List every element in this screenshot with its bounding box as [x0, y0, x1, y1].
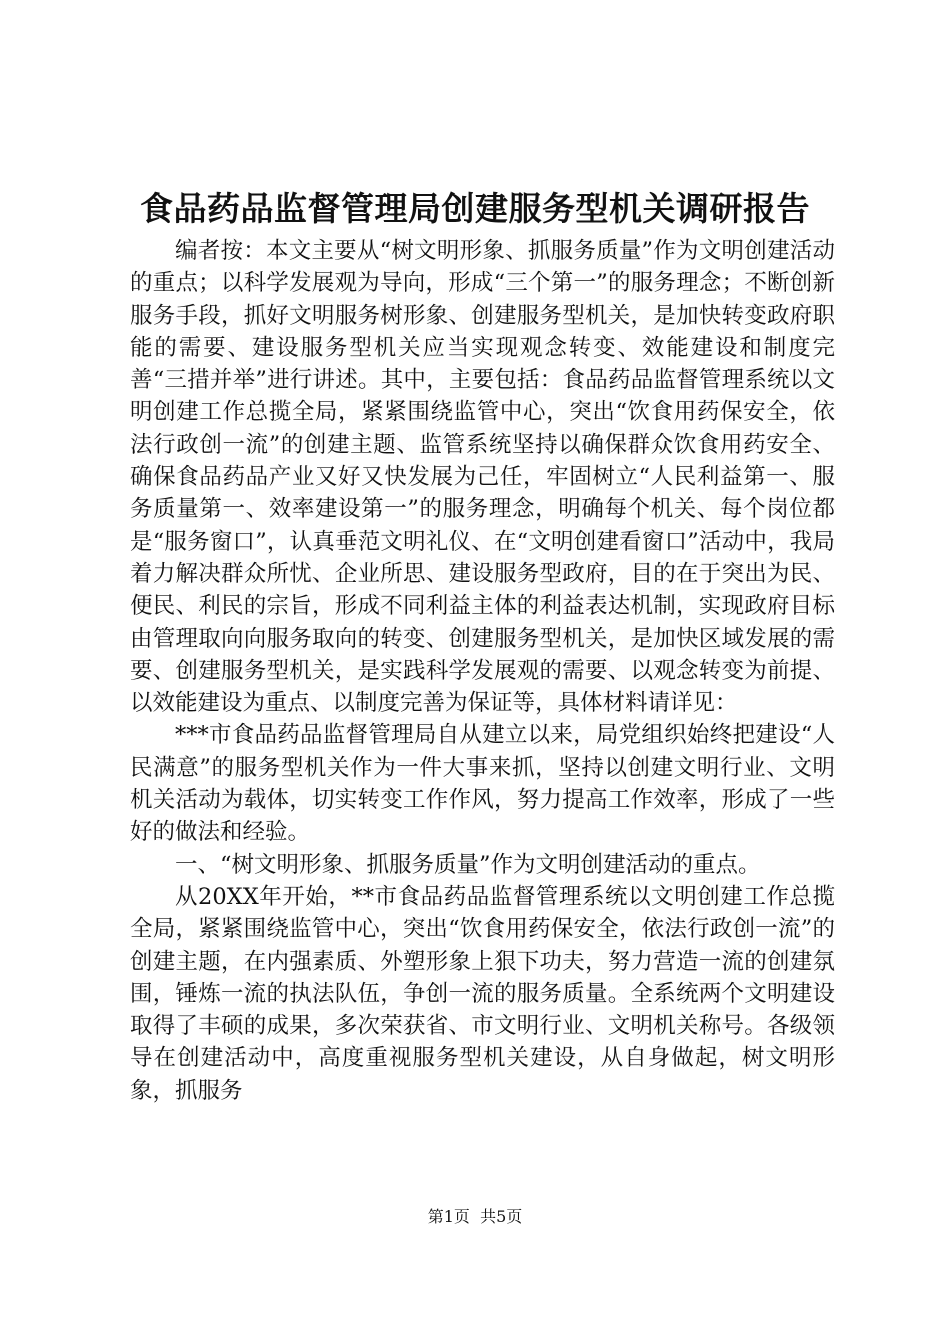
document-title: 食品药品监督管理局创建服务型机关调研报告 — [140, 189, 810, 228]
footer-spacer — [470, 1207, 480, 1226]
document-body — [130, 235, 835, 1107]
page-footer — [0, 1206, 950, 1228]
editor-note-paragraph: 编者按：本文主要从“树文明形象、抓服务质量”作为文明创建活动的重点；以科学发展观为导向，形成“三个第一”的服务理念；不断创新服务手段，抓好文明服务树形象、创建服务型机关，是加快转变政府职能的需要、建设服务型机关应当实现观念转变、效能建设和制度完善“三措并举”进行讲述。其中，主要包括：食品药品监督管理系统以文明创建工作总揽全局，紧紧围绕监管中心，突出“饮食用药保安全，依法行政创一流”的创建主题、监管系统坚持以确保群众饮食用药安全、确保食品药品产业又好又快发展为己任，牢固树立“人民利益第一、服务质量第一、效率建设第一”的服务理念，明确每个机关、每个岗位都是“服务窗口”，认真垂范文明礼仪、在“文明创建看窗口”活动中，我局着力解决群众所忧、企业所思、建设服务型政府，目的在于突出为民、便民、利民的宗旨，形成不同利益主体的利益表达机制，实现政府目标由管理取向向服务取向的转变、创建服务型机关，是加快区域发展的需要、创建服务型机关，是实践科学发展观的需要、以观念转变为前提、以效能建设为重点、以制度完善为保证等，具体材料请详见： — [130, 238, 835, 717]
section-1-paragraph: 从20XX年开始，**市食品药品监督管理系统以文明创建工作总揽全局，紧紧围绕监管中心，突出“饮食用药保安全，依法行政创一流”的创建主题，在内强素质、外塑形象上狠下功夫，努力营造一流的创建氛围，锤炼一流的执法队伍，争创一流的服务质量。全系统两个文明建设取得了丰硕的成果，多次荣获省、市文明行业、文明机关称号。各级领导在创建活动中，高度重视服务型机关建设，从自身做起，树文明形象，抓服务 — [130, 883, 835, 1104]
page-number: 第1页 — [427, 1207, 470, 1226]
page-total: 共5页 — [480, 1207, 523, 1226]
intro-paragraph: ***市食品药品监督管理局自从建立以来，局党组织始终把建设“人民满意”的服务型机关作为一件大事来抓，坚持以创建文明行业、文明机关活动为载体，切实转变工作作风，努力提高工作效率，形成了一些好的做法和经验。 — [130, 722, 835, 846]
section-heading-1: 一、“树文明形象、抓服务质量”作为文明创建活动的重点。 — [175, 851, 761, 878]
